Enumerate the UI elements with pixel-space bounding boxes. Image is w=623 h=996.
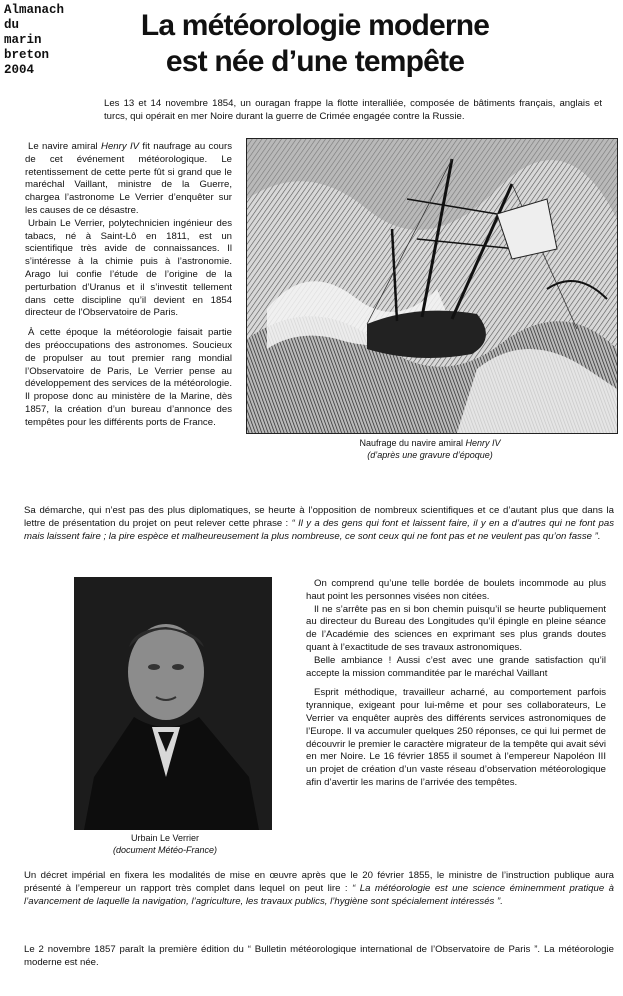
col2-paragraph-2: Il ne s’arrête pas en si bon chemin puisqu’il se heurte publiquement au directeur du Bureau des Longitudes qu’il épingle en pleine séance de l’Académie des sciences en exprimant ses plus grands doutes quant à l’exactitude de ses travaux astronomiques. bbox=[306, 603, 606, 653]
caption-text: Naufrage du navire amiral bbox=[359, 438, 466, 448]
right-column bbox=[306, 578, 606, 790]
col1-paragraph-2: Urbain Le Verrier, polytechnicien ingénieur des tabacs, né à Saint-Lô en 1811, est un scientifique très avide de connaissances. Il s’intéresse à la chimie puis à l’astronomie. Arago lui confie l’étude de l’origine de la perturbation d’Uranus et il s’investit tellement dans cette discipline qu’il devient en 1854 directeur de l’Observatoire de Paris. bbox=[25, 217, 232, 319]
decret-text: Un décret impérial en fixera les modalités de mise en œuvre après que le 20 février 1855, le ministre de l’instruction publique aura présenté à l’empereur un rapport très complet dans lequel on peut lire : bbox=[24, 870, 614, 894]
portrait-caption-source: (document Météo-France) bbox=[112, 844, 218, 855]
demarche-paragraph bbox=[24, 505, 614, 543]
portrait-caption-name: Urbain Le Verrier bbox=[130, 833, 200, 843]
shipwreck-caption bbox=[320, 438, 540, 461]
col1-p1-text: Le navire amiral bbox=[28, 141, 102, 152]
intro-paragraph: Les 13 et 14 novembre 1854, un ouragan frappe la flotte interalliée, composée de bâtiments français, anglais et turcs, qui opérait en mer Noire durant la guerre de Crimée engagée contre la Russie. bbox=[104, 98, 602, 122]
page-title bbox=[95, 8, 535, 80]
portrait-caption bbox=[95, 833, 235, 856]
shipwreck-engraving bbox=[246, 138, 618, 434]
col2-paragraph-3: Belle ambiance ! Aussi c’est avec une grande satisfaction qu’il accepte la mission commanditée par le maréchal Vaillant bbox=[306, 654, 606, 679]
almanach-label: Almanach du marin breton 2004 bbox=[4, 3, 65, 77]
decret-quote: “ La météorologie est une science éminemment pratique à l’avancement de laquelle la navigation, l’agriculture, les travaux publics, l’hygiène sont spécialement intéressés ”. bbox=[24, 882, 614, 907]
col2-paragraph-4: Esprit méthodique, travailleur acharné, au comportement parfois tyrannique, exigeant pour lui-même et pour ses collaborateurs, Le Verrier va enquêter auprès des différents services astronomiques de l’Europe. Il va accumuler quelques 250 réponses, ce qui lui permet de découvrir le premier le caractère migrateur de la tempête qui avait sévi en mer Noire. Le 16 février 1855 il soumet à l’empereur Napoléon III un projet de création d’un vaste réseau d’observation météorologique afin d’avertir les marins de l’arrivée des tempêtes. bbox=[306, 687, 606, 788]
demarche-text: Sa démarche, qui n’est pas des plus diplomatiques, se heurte à l’opposition de nombreux scientifiques et ce d’autant plus que dans la lettre de présentation du projet on peut relever cette phrase : bbox=[24, 505, 614, 529]
left-column bbox=[25, 141, 232, 430]
caption-line-1 bbox=[320, 438, 540, 450]
col2-paragraph-1: On comprend qu’une telle bordée de boulets incommode au plus haut point les personnes visées non citées. bbox=[306, 578, 606, 602]
ship-name: Henry IV bbox=[101, 141, 140, 152]
portrait-image bbox=[74, 577, 272, 830]
decret-paragraph bbox=[24, 870, 614, 908]
col1-paragraph-3: À cette époque la météorologie faisait partie des préoccupations des astronomes. Soucieux de propulser au tout premier rang mondial l’Observatoire de Paris, Le Verrier pense au développement des services de la météorologie. Il propose donc au ministère de la Marine, dès 1857, la création d’un bureau d’annonce des tempêtes pour les différents ports de France. bbox=[25, 327, 232, 428]
col1-paragraph-1 bbox=[25, 141, 232, 218]
caption-source: (d’après une gravure d’époque) bbox=[367, 449, 493, 460]
final-paragraph: Le 2 novembre 1857 paraît la première édition du “ Bulletin météorologique international de l’Observatoire de Paris ”. La météorologie moderne est née. bbox=[24, 944, 614, 968]
title-line-1: La météorologie moderne bbox=[140, 9, 490, 42]
col1-p1-text-cont: fit naufrage au cours de cet événement météorologique. Le retentissement de cette perte fût si grand que le maréchal Vaillant, ministre de la Guerre, chargea l’astronome Le Verrier d’enquêter sur les causes de ce désastre. bbox=[25, 141, 232, 216]
shipwreck-image bbox=[247, 139, 617, 433]
demarche-quote: “ Il y a des gens qui font et laissent faire, il y en a d’autres qui ne font pas mais laissent faire ; la pire espèce et malheureusement la plus nombreuse, ce sont ceux qui ne font pas et ne veulent pas qu’on fasse ”. bbox=[24, 517, 615, 542]
le-verrier-portrait bbox=[74, 577, 272, 830]
caption-line-2 bbox=[320, 450, 540, 462]
title-line-2: est née d’une tempête bbox=[165, 45, 465, 78]
caption-ship-name: Henry IV bbox=[465, 438, 501, 448]
